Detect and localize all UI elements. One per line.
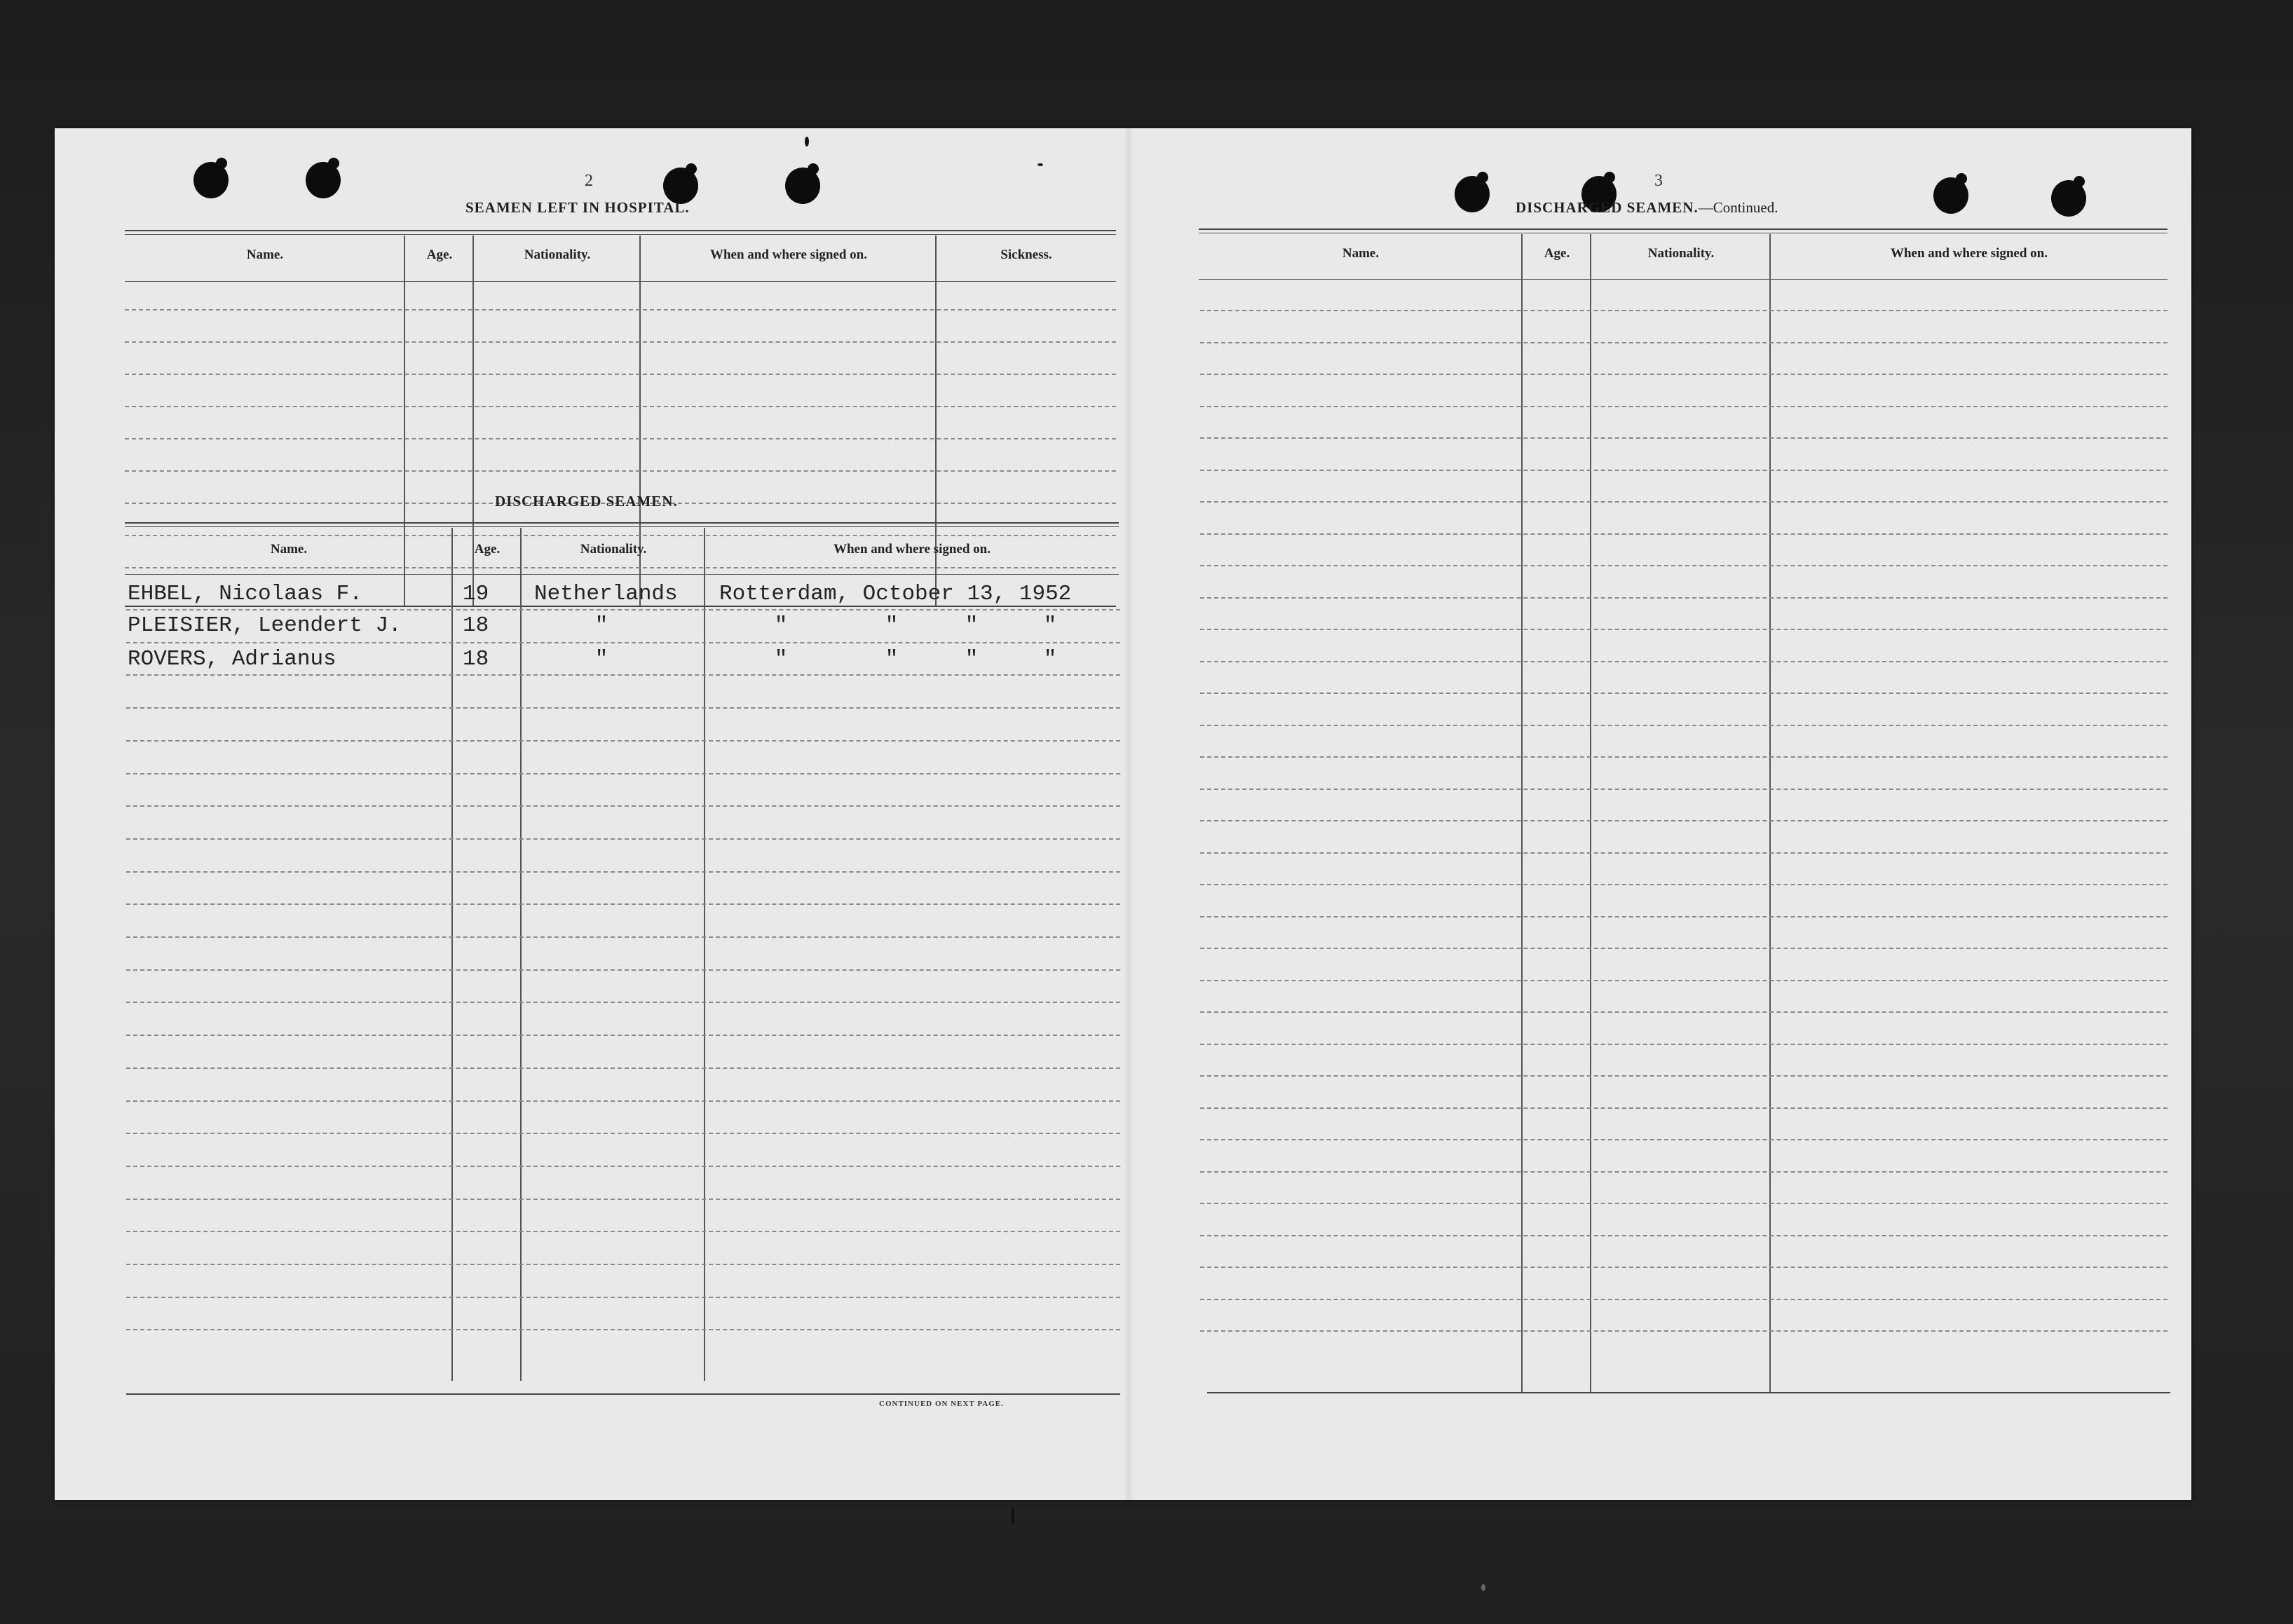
title-main: DISCHARGED SEAMEN. bbox=[1516, 199, 1699, 216]
row-line bbox=[1200, 820, 2168, 821]
row-line bbox=[1200, 1139, 2168, 1140]
ditto-mark: " bbox=[594, 647, 608, 671]
row-line bbox=[126, 1231, 1120, 1232]
entry-age: 18 bbox=[463, 647, 489, 671]
row-line bbox=[1200, 437, 2168, 439]
row-line bbox=[126, 1133, 1120, 1134]
row-line bbox=[1200, 980, 2168, 981]
column-header-name: Name. bbox=[1342, 246, 1380, 261]
row-line bbox=[126, 740, 1120, 742]
continued-note: CONTINUED ON NEXT PAGE. bbox=[879, 1400, 1004, 1408]
row-line bbox=[126, 674, 1120, 676]
row-line bbox=[1200, 756, 2168, 758]
table-top-rule bbox=[125, 230, 1116, 231]
column-header-age: Age. bbox=[426, 247, 453, 262]
row-line bbox=[1200, 1107, 2168, 1109]
row-line bbox=[1200, 533, 2168, 535]
row-line bbox=[1200, 1203, 2168, 1204]
row-line bbox=[1200, 629, 2168, 630]
row-line bbox=[126, 1035, 1120, 1036]
empty-row-line bbox=[125, 374, 1116, 375]
ditto-mark: " bbox=[1043, 647, 1057, 671]
row-line bbox=[1200, 374, 2168, 375]
table-top-rule bbox=[125, 526, 1119, 527]
empty-row-line bbox=[125, 470, 1116, 472]
punch-hole bbox=[193, 162, 229, 198]
entry-name: PLEISIER, Leendert J. bbox=[128, 613, 402, 638]
table-bottom-rule bbox=[1207, 1392, 2170, 1393]
ditto-mark: " bbox=[774, 647, 788, 671]
entry-name: ROVERS, Adrianus bbox=[128, 647, 336, 671]
row-line bbox=[1200, 1330, 2168, 1332]
row-line bbox=[126, 1067, 1120, 1069]
center-fold bbox=[1124, 128, 1134, 1500]
row-line bbox=[126, 1264, 1120, 1265]
empty-row-line bbox=[125, 309, 1116, 311]
empty-row-line bbox=[125, 341, 1116, 343]
row-line bbox=[1200, 501, 2168, 503]
column-divider bbox=[451, 528, 453, 1381]
right-section-title bbox=[1516, 199, 1778, 217]
scan-speck bbox=[805, 137, 809, 146]
row-line bbox=[1200, 852, 2168, 854]
row-line bbox=[1200, 342, 2168, 343]
table-bottom-rule bbox=[126, 1393, 1120, 1395]
row-line bbox=[126, 969, 1120, 971]
row-line bbox=[126, 871, 1120, 873]
row-line bbox=[126, 642, 1120, 643]
row-line bbox=[126, 1100, 1120, 1102]
ditto-mark: " bbox=[885, 613, 899, 638]
table-top-rule bbox=[1199, 228, 2168, 230]
punch-hole bbox=[785, 168, 820, 204]
title-continued: —Continued. bbox=[1698, 199, 1778, 216]
row-line bbox=[1200, 1171, 2168, 1173]
row-line bbox=[1200, 1267, 2168, 1268]
header-bottom-rule bbox=[1199, 279, 2168, 280]
entry-signed-on: Rotterdam, October 13, 1952 bbox=[719, 582, 1072, 606]
ditto-mark: " bbox=[594, 613, 608, 638]
column-divider bbox=[1590, 234, 1591, 1392]
empty-row-line bbox=[125, 567, 1116, 568]
empty-row-line bbox=[125, 535, 1116, 536]
row-line bbox=[1200, 661, 2168, 662]
row-line bbox=[1200, 565, 2168, 566]
row-line bbox=[126, 773, 1120, 775]
entry-nationality: Netherlands bbox=[534, 582, 678, 606]
row-line bbox=[126, 609, 1120, 610]
row-line bbox=[1200, 597, 2168, 599]
ditto-mark: " bbox=[965, 613, 979, 638]
row-line bbox=[1200, 948, 2168, 949]
page-number: 3 bbox=[1654, 172, 1663, 190]
row-line bbox=[126, 936, 1120, 938]
row-line bbox=[1200, 1044, 2168, 1045]
row-line bbox=[126, 1002, 1120, 1003]
punch-hole bbox=[1455, 176, 1490, 212]
row-line bbox=[126, 707, 1120, 709]
row-line bbox=[1200, 692, 2168, 694]
row-line bbox=[126, 1199, 1120, 1200]
header-bottom-rule bbox=[125, 574, 1119, 575]
column-header-name: Name. bbox=[270, 542, 308, 557]
table-top-rule bbox=[125, 522, 1119, 524]
row-line bbox=[1200, 884, 2168, 885]
row-line bbox=[1200, 1075, 2168, 1077]
hospital-section-title: SEAMEN LEFT IN HOSPITAL. bbox=[465, 199, 690, 216]
row-line bbox=[1200, 725, 2168, 726]
row-line bbox=[126, 1166, 1120, 1167]
column-divider bbox=[704, 528, 705, 1381]
ditto-mark: " bbox=[774, 613, 788, 638]
scan-speck bbox=[1481, 1584, 1485, 1591]
table-top-rule bbox=[125, 234, 1116, 235]
column-header-nationality: Nationality. bbox=[1647, 246, 1715, 261]
discharged-section-title: DISCHARGED SEAMEN. bbox=[495, 493, 678, 510]
punch-hole bbox=[1933, 177, 1968, 214]
scan-speck bbox=[1037, 163, 1043, 166]
row-line bbox=[1200, 789, 2168, 790]
punch-hole bbox=[2051, 180, 2086, 217]
document-sheet bbox=[55, 128, 2191, 1500]
column-divider bbox=[520, 528, 522, 1381]
punch-hole bbox=[306, 162, 341, 198]
row-line bbox=[126, 838, 1120, 840]
ditto-mark: " bbox=[885, 647, 899, 671]
row-line bbox=[1200, 1235, 2168, 1236]
column-header-signed-on: When and where signed on. bbox=[1890, 246, 2048, 261]
column-header-age: Age. bbox=[1544, 246, 1570, 261]
row-line bbox=[126, 805, 1120, 807]
ditto-mark: " bbox=[1043, 613, 1057, 638]
row-line bbox=[1200, 310, 2168, 311]
scan-speck bbox=[1012, 1507, 1014, 1524]
entry-age: 18 bbox=[463, 613, 489, 638]
row-line bbox=[1200, 916, 2168, 917]
row-line bbox=[126, 1297, 1120, 1298]
row-line bbox=[126, 903, 1120, 905]
column-header-nationality: Nationality. bbox=[524, 247, 591, 262]
header-bottom-rule bbox=[125, 281, 1116, 282]
row-line bbox=[1200, 1011, 2168, 1013]
empty-row-line bbox=[125, 406, 1116, 407]
row-line bbox=[1200, 470, 2168, 471]
row-line bbox=[1200, 1299, 2168, 1300]
empty-row-line bbox=[125, 438, 1116, 439]
column-header-name: Name. bbox=[246, 247, 284, 262]
ditto-mark: " bbox=[965, 647, 979, 671]
page-number: 2 bbox=[585, 172, 593, 190]
column-divider bbox=[1521, 234, 1523, 1392]
column-header-age: Age. bbox=[474, 542, 501, 557]
entry-age: 19 bbox=[463, 582, 489, 606]
entry-name: EHBEL, Nicolaas F. bbox=[128, 582, 362, 606]
column-header-nationality: Nationality. bbox=[580, 542, 647, 557]
row-line bbox=[1200, 406, 2168, 407]
column-header-signed-on: When and where signed on. bbox=[833, 542, 991, 557]
column-divider bbox=[1769, 234, 1771, 1392]
column-header-sickness: Sickness. bbox=[1000, 247, 1052, 262]
row-line bbox=[126, 1329, 1120, 1330]
column-header-signed-on: When and where signed on. bbox=[709, 247, 867, 262]
